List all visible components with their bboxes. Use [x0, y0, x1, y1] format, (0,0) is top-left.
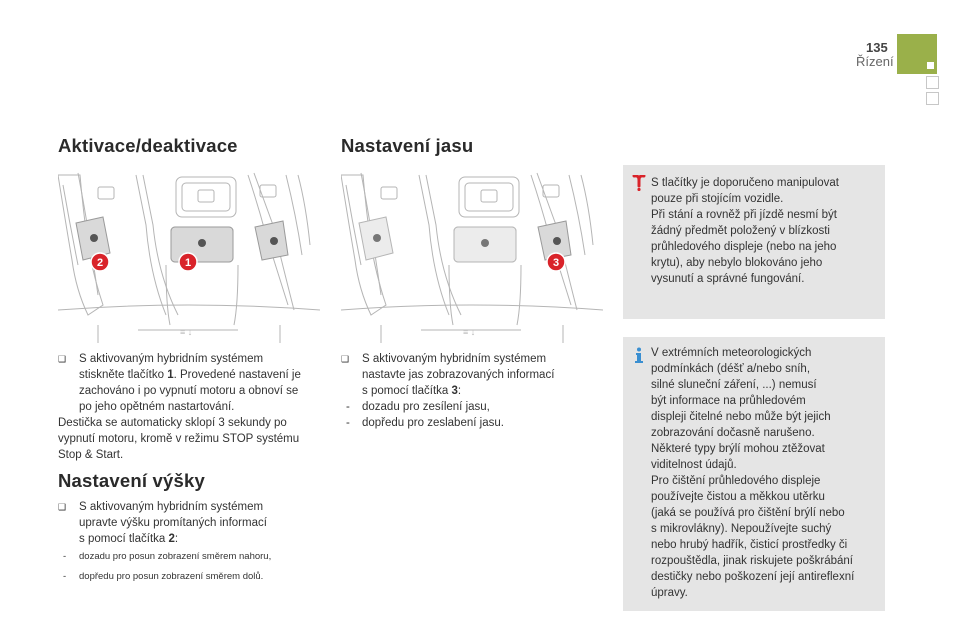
activation-note-line: Destička se automaticky sklopí 3 sekundy po — [58, 417, 287, 429]
activation-bullet: ❑ S aktivovaným hybridním systémem stiskněte tlačítko 1. Provedené nastavení je zachováno i po vypnutí motoru a obnoví se po jeho opětném nastartování. — [58, 353, 301, 413]
hud-controls-illustration-right — [341, 165, 603, 343]
chapter-tab-marker — [927, 62, 934, 69]
brightness-text — [341, 351, 606, 431]
warning-box — [623, 165, 885, 319]
brightness-heading: Nastavení jasu — [341, 135, 474, 156]
callout-3: 3 — [552, 257, 560, 269]
brightness-bullet: ❑ S aktivovaným hybridním systémem nastavte jas zobrazovaných informací s pomocí tlačítka 3: — [341, 353, 555, 397]
chapter-tab-box — [926, 76, 939, 89]
chapter-tab-box — [926, 92, 939, 105]
chapter-tab — [897, 34, 937, 74]
callout-1: 1 — [184, 257, 192, 269]
height-dash-item: - dopředu pro posun zobrazení směrem dolů. — [63, 571, 264, 582]
bullet-checkbox-icon: ❑ — [58, 502, 67, 512]
brightness-dash-item: - dozadu pro zesílení jasu, — [346, 401, 490, 413]
height-dash-item: - dozadu pro posun zobrazení směrem nahoru, — [63, 551, 272, 562]
page-number: 135 — [866, 40, 888, 55]
height-text — [58, 499, 323, 585]
svg-text:≡ ↓: ≡ ↓ — [180, 327, 193, 337]
height-bullet: ❑ S aktivovaným hybridním systémem upravte výšku promítaných informací s pomocí tlačítka 2: — [58, 501, 267, 545]
activation-note-line: vypnutí motoru, kromě v režimu STOP systému — [58, 433, 300, 445]
warning-text: S tlačítky je doporučeno manipulovat pouze při stojícím vozidle. Při stání a rovněž při jízdě nesmí být žádný předmět položený v blízkosti průhledového displeje (nebo na jeho krytu), aby nebylo blokováno jeho vysunutí a správné fungování. — [651, 177, 839, 285]
svg-text:≡ ↓: ≡ ↓ — [463, 327, 476, 337]
activation-heading: Aktivace/deaktivace — [58, 135, 238, 156]
section-name: Řízení — [856, 54, 894, 69]
activation-note-line: Stop & Start. — [58, 449, 124, 461]
warning-icon — [631, 175, 647, 191]
hud-controls-illustration-left — [58, 165, 320, 343]
info-icon — [631, 347, 647, 363]
height-heading: Nastavení výšky — [58, 470, 205, 491]
bullet-checkbox-icon: ❑ — [341, 354, 350, 364]
bullet-checkbox-icon: ❑ — [58, 354, 67, 364]
callout-2: 2 — [96, 257, 104, 269]
brightness-dash-item: - dopředu pro zeslabení jasu. — [346, 417, 504, 429]
info-box — [623, 337, 885, 611]
info-text: V extrémních meteorologických podmínkách (déšť a/nebo sníh, silné sluneční záření, ...) nemusí být informace na průhledovém displeji čitelné nebo může být jejich zobrazování dočasně narušeno. Některé typy brýlí mohou ztěžovat viditelnost údajů. Pro čištění průhledového displeje používejte čistou a měkkou utěrku (jaká se používá pro čištění brýlí nebo s mikrovlákny). Nepoužívejte suchý nebo hrubý hadřík, čisticí prostředky či rozpouštědla, jinak riskujete poškrábání destičky nebo poškození její antireflexní úpravy. — [651, 347, 855, 599]
activation-text — [58, 351, 323, 463]
